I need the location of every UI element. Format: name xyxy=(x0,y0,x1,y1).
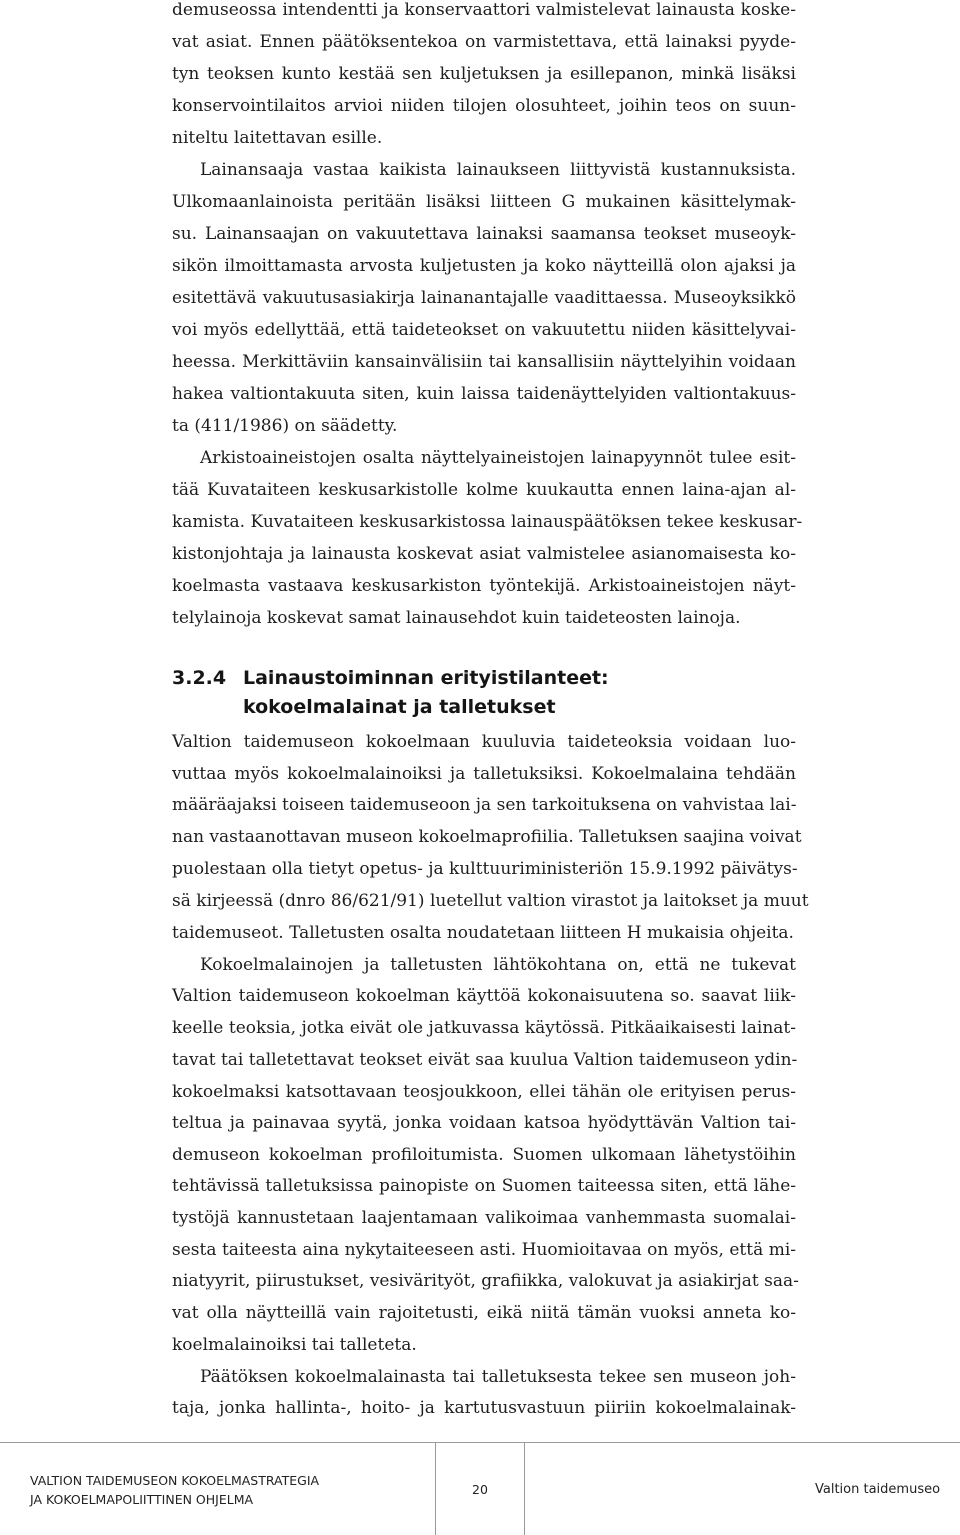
text-line: tavat tai talletettavat teokset eivät saa kuulua Valtion taidemuseon ydin- xyxy=(172,1050,798,1070)
text-line: tyn teoksen kunto kestää sen kuljetuksen ja esillepanon, minkä lisäksi xyxy=(172,64,796,84)
text-line: vuttaa myös kokoelmalainoiksi ja talletuksiksi. Kokoelmalaina tehdään xyxy=(172,764,796,784)
text-line: koelmasta vastaava keskusarkiston työntekijä. Arkistoaineistojen näyt- xyxy=(172,576,796,596)
section-heading xyxy=(172,663,812,693)
footer-publisher: Valtion taidemuseo xyxy=(815,1482,941,1497)
text-line: tehtävissä talletuksissa painopiste on Suomen taiteessa siten, että lähe- xyxy=(172,1176,796,1196)
text-line: sikön ilmoittamasta arvosta kuljetusten ja koko näytteillä olon ajaksi ja xyxy=(172,256,796,276)
text-line: ta (411/1986) on säädetty. xyxy=(172,416,398,436)
text-line: demuseon kokoelman profiloitumista. Suomen ulkomaan lähetystöihin xyxy=(172,1145,796,1165)
text-line: kamista. Kuvataiteen keskusarkistossa lainauspäätöksen tekee keskusar- xyxy=(172,512,803,532)
text-line: sesta taiteesta aina nykytaiteeseen asti. Huomioitavaa on myös, että mi- xyxy=(172,1240,796,1260)
text-line: niatyyrit, piirustukset, vesivärityöt, grafiikka, valokuvat ja asiakirjat saa- xyxy=(172,1271,799,1291)
footer-publication-line1: VALTION TAIDEMUSEON KOKOELMASTRATEGIA xyxy=(30,1473,320,1488)
text-line: määräajaksi toiseen taidemuseoon ja sen tarkoituksena on vahvistaa lai- xyxy=(172,795,797,815)
text-line: Valtion taidemuseon kokoelman käyttöä kokonaisuutena so. saavat liik- xyxy=(172,986,796,1006)
text-line: Lainansaaja vastaa kaikista lainaukseen liittyvistä kustannuksista. xyxy=(200,160,796,180)
text-line: hakea valtiontakuuta siten, kuin laissa taidenäyttelyiden valtiontakuus- xyxy=(172,384,796,404)
text-line: vat asiat. Ennen päätöksentekoa on varmistettava, että lainaksi pyyde- xyxy=(172,32,796,52)
text-line: kokoelmaksi katsottavaan teosjoukkoon, ellei tähän ole erityisen perus- xyxy=(172,1082,796,1102)
footer-publication-line2: JA KOKOELMAPOLIITTINEN OHJELMA xyxy=(30,1492,254,1507)
text-line: keelle teoksia, jotka eivät ole jatkuvassa käytössä. Pitkäaikaisesti lainat- xyxy=(172,1018,796,1038)
text-line: nan vastaanottavan museon kokoelmaprofiilia. Talletuksen saajina voivat xyxy=(172,827,802,847)
text-line: demuseossa intendentti ja konservaattori valmistelevat lainausta koske- xyxy=(172,0,796,20)
text-line: Valtion taidemuseon kokoelmaan kuuluvia taideteoksia voidaan luo- xyxy=(172,732,796,752)
text-line: voi myös edellyttää, että taideteokset on vakuutettu niiden käsittelyvai- xyxy=(172,320,796,340)
section-number: 3.2.4 xyxy=(172,667,227,689)
text-line: koelmalainoiksi tai talleteta. xyxy=(172,1335,417,1355)
text-line: vat olla näytteillä vain rajoitetusti, eikä niitä tämän vuoksi anneta ko- xyxy=(172,1303,796,1323)
text-line: taja, jonka hallinta-, hoito- ja kartutusvastuun piiriin kokoelmalainak- xyxy=(172,1398,796,1418)
text-line: taidemuseot. Talletusten osalta noudatetaan liitteen H mukaisia ohjeita. xyxy=(172,923,794,943)
text-line: konservointilaitos arvioi niiden tilojen olosuhteet, joihin teos on suun- xyxy=(172,96,796,116)
text-line: niteltu laitettavan esille. xyxy=(172,128,383,148)
text-line: Kokoelmalainojen ja talletusten lähtökohtana on, että ne tukevat xyxy=(200,955,796,975)
page-number: 20 xyxy=(472,1482,488,1497)
text-line: tystöjä kannustetaan laajentamaan valikoimaa vanhemmasta suomalai- xyxy=(172,1208,796,1228)
text-line: Päätöksen kokoelmalainasta tai talletuksesta tekee sen museon joh- xyxy=(200,1367,796,1387)
text-line: telylainoja koskevat samat lainausehdot kuin taideteosten lainoja. xyxy=(172,608,741,628)
text-line: teltua ja painavaa syytä, jonka voidaan katsoa hyödyttävän Valtion tai- xyxy=(172,1113,796,1133)
text-line: Ulkomaanlainoista peritään lisäksi liitteen G mukainen käsittelymak- xyxy=(172,192,796,212)
text-line: esitettävä vakuutusasiakirja lainanantajalle vaadittaessa. Museoyksikkö xyxy=(172,288,796,308)
section-title-line2: kokoelmalainat ja talletukset xyxy=(243,696,556,718)
text-line: kistonjohtaja ja lainausta koskevat asiat valmistelee asianomaisesta ko- xyxy=(172,544,796,564)
section-heading-line2 xyxy=(172,692,812,722)
text-line: heessa. Merkittäviin kansainvälisiin tai kansallisiin näyttelyihin voidaan xyxy=(172,352,796,372)
section-title-line1: Lainaustoiminnan erityistilanteet: xyxy=(243,667,609,689)
text-line: sä kirjeessä (dnro 86/621/91) luetellut valtion virastot ja laitokset ja muut xyxy=(172,891,809,911)
text-line: su. Lainansaajan on vakuutettava lainaksi saamansa teokset museoyk- xyxy=(172,224,796,244)
text-line: tää Kuvataiteen keskusarkistolle kolme kuukautta ennen laina-ajan al- xyxy=(172,480,796,500)
text-line: Arkistoaineistojen osalta näyttelyaineistojen lainapyynnöt tulee esit- xyxy=(200,448,796,468)
text-line: puolestaan olla tietyt opetus- ja kulttuuriministeriön 15.9.1992 päivätys- xyxy=(172,859,798,879)
